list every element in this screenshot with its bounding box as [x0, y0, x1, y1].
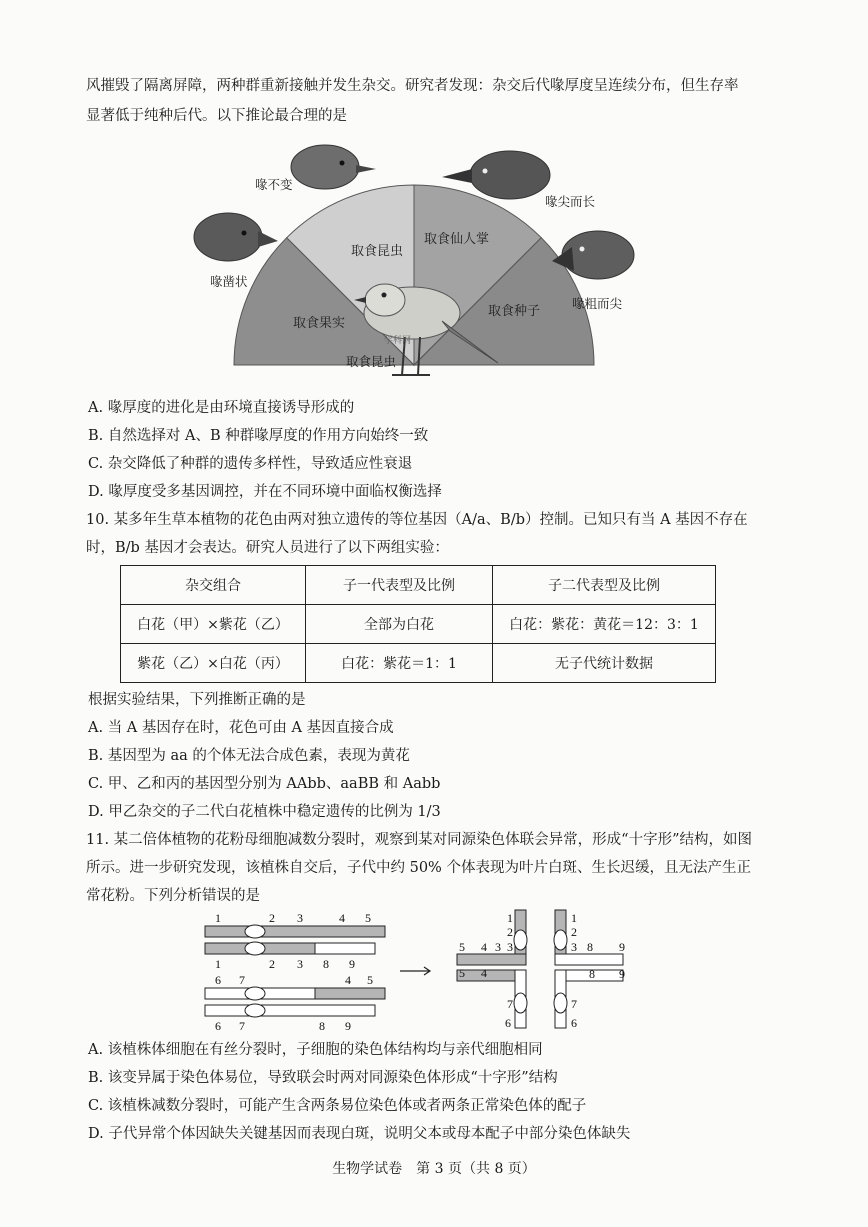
q10-option-b: B. 基因型为 aa 的个体无法合成色素，表现为黄花 [88, 748, 410, 764]
diagram-label: 5 [365, 911, 371, 925]
diagram-label: 9 [619, 940, 625, 954]
table-row [121, 644, 716, 683]
table-header: 杂交组合 [121, 566, 306, 605]
table-cell: 无子代统计数据 [493, 644, 716, 683]
table-row [121, 605, 716, 644]
diagram-label: 7 [239, 1019, 245, 1033]
q11-stem-line-2: 所示。进一步研究发现，该植株自交后，子代中约 50% 个体表现为叶片白斑、生长迟缓，且无法产生正 [86, 860, 751, 876]
arrow [400, 967, 430, 975]
wedge-label-seed: 取食种子 [488, 304, 541, 319]
bird-label-unchanged: 喙不变 [255, 177, 293, 192]
wedge-label-fruit: 取食果实 [293, 316, 346, 331]
q9-option-d: D. 喙厚度受多基因调控，并在不同环境中面临权衡选择 [88, 484, 442, 500]
table-header-row [121, 566, 716, 605]
diagram-label: 7 [507, 997, 513, 1011]
diagram-label: 4 [481, 940, 487, 954]
diagram-label: 1 [215, 911, 221, 925]
chromosome-bar [205, 926, 385, 937]
diagram-label: 1 [507, 911, 513, 925]
diagram-label: 3 [507, 940, 513, 954]
beak-diet-figure [180, 135, 650, 390]
q11-option-c: C. 该植株减数分裂时，可能产生含两条易位染色体或者两条正常染色体的配子 [88, 1098, 587, 1114]
diagram-label: 5 [367, 973, 373, 987]
table-cell: 全部为白花 [306, 605, 493, 644]
diagram-label: 3 [495, 940, 501, 954]
bird-label-chisel: 喙凿状 [210, 274, 248, 289]
q10-option-a: A. 当 A 基因存在时，花色可由 A 基因直接合成 [88, 720, 394, 736]
table-header: 子一代表型及比例 [306, 566, 493, 605]
diagram-label: 9 [349, 957, 355, 971]
table-header: 子二代表型及比例 [493, 566, 716, 605]
q9-option-c: C. 杂交降低了种群的遗传多样性，导致适应性衰退 [88, 456, 413, 472]
q10-option-d: D. 甲乙杂交的子二代白花植株中稳定遗传的比例为 1/3 [88, 804, 441, 820]
q10-prompt: 根据实验结果，下列推断正确的是 [88, 692, 306, 708]
table-cell: 白花：紫花：黄花＝12：3：1 [493, 605, 716, 644]
bird-label-long-pointed: 喙尖而长 [545, 194, 596, 209]
wedge-label-insect: 取食昆虫 [351, 244, 404, 259]
diagram-label: 2 [507, 925, 513, 939]
diagram-label: 2 [571, 925, 577, 939]
diagram-label: 6 [215, 973, 221, 987]
diagram-label: 6 [215, 1019, 221, 1033]
q11-option-a: A. 该植株体细胞在有丝分裂时，子细胞的染色体结构均与亲代细胞相同 [88, 1042, 543, 1058]
diagram-label: 7 [571, 997, 577, 1011]
q10-option-c: C. 甲、乙和丙的基因型分别为 AAbb、aaBB 和 Aabb [88, 776, 441, 792]
q9-option-b: B. 自然选择对 A、B 种群喙厚度的作用方向始终一致 [88, 428, 429, 444]
diagram-label: 2 [269, 911, 275, 925]
table-cell: 白花（甲）×紫花（乙） [121, 605, 306, 644]
diagram-label: 9 [619, 967, 625, 981]
diagram-label: 4 [481, 966, 487, 980]
diagram-label: 4 [339, 911, 345, 925]
diagram-label: 4 [345, 973, 351, 987]
diagram-label: 5 [459, 966, 465, 980]
diagram-label: 8 [323, 957, 329, 971]
diagram-label: 8 [589, 967, 595, 981]
diagram-label: 3 [297, 957, 303, 971]
watermark: 学科网 [384, 336, 412, 346]
wedge-label-cactus: 取食仙人掌 [424, 232, 490, 247]
q11-stem-line-1: 11. 某二倍体植物的花粉母细胞减数分裂时，观察到某对同源染色体联会异常，形成“十字形”结构，如图 [86, 832, 752, 848]
table-cell: 紫花（乙）×白花（丙） [121, 644, 306, 683]
q9-stem-line-1: 风摧毁了隔离屏障，两种群重新接触并发生杂交。研究者发现：杂交后代喙厚度呈连续分布，但生存率 [86, 78, 739, 94]
diagram-label: 8 [587, 940, 593, 954]
q11-stem-line-3: 常花粉。下列分析错误的是 [86, 888, 260, 904]
q11-option-b: B. 该变异属于染色体易位，导致联会时两对同源染色体形成“十字形”结构 [88, 1070, 558, 1086]
diagram-label: 7 [239, 973, 245, 987]
diagram-label: 2 [269, 957, 275, 971]
diagram-label: 3 [297, 911, 303, 925]
q10-stem-line-2: 时，B/b 基因才会表达。研究人员进行了以下两组实验： [86, 540, 449, 556]
q11-option-d: D. 子代异常个体因缺失关键基因而表现白斑，说明父本或母本配子中部分染色体缺失 [88, 1126, 631, 1142]
bottom-label-insect: 取食昆虫 [346, 354, 397, 369]
bird-label-thick-pointed: 喙粗而尖 [572, 296, 623, 311]
table-cell: 白花：紫花＝1：1 [306, 644, 493, 683]
diagram-label: 1 [215, 957, 221, 971]
diagram-label: 9 [345, 1019, 351, 1033]
diagram-label: 5 [459, 940, 465, 954]
bird-head-unchanged [291, 145, 376, 189]
diagram-label: 6 [571, 1016, 577, 1030]
q9-stem-line-2: 显著低于纯种后代。以下推论最合理的是 [86, 108, 347, 124]
diagram-label: 3 [571, 940, 577, 954]
cross-results-table [120, 565, 716, 683]
q9-option-a: A. 喙厚度的进化是由环境直接诱导形成的 [88, 400, 355, 416]
diagram-label: 1 [571, 911, 577, 925]
page-footer: 生物学试卷 第 3 页（共 8 页） [332, 1161, 536, 1177]
bird-head-chisel [194, 213, 278, 261]
q10-stem-line-1: 10. 某多年生草本植物的花色由两对独立遗传的等位基因（A/a、B/b）控制。已知只有当 A 基因不存在 [86, 512, 748, 528]
diagram-label: 8 [319, 1019, 325, 1033]
chromosome-bar [205, 1005, 375, 1016]
chromosome-translocation-diagram [195, 908, 645, 1033]
diagram-label: 6 [505, 1016, 511, 1030]
